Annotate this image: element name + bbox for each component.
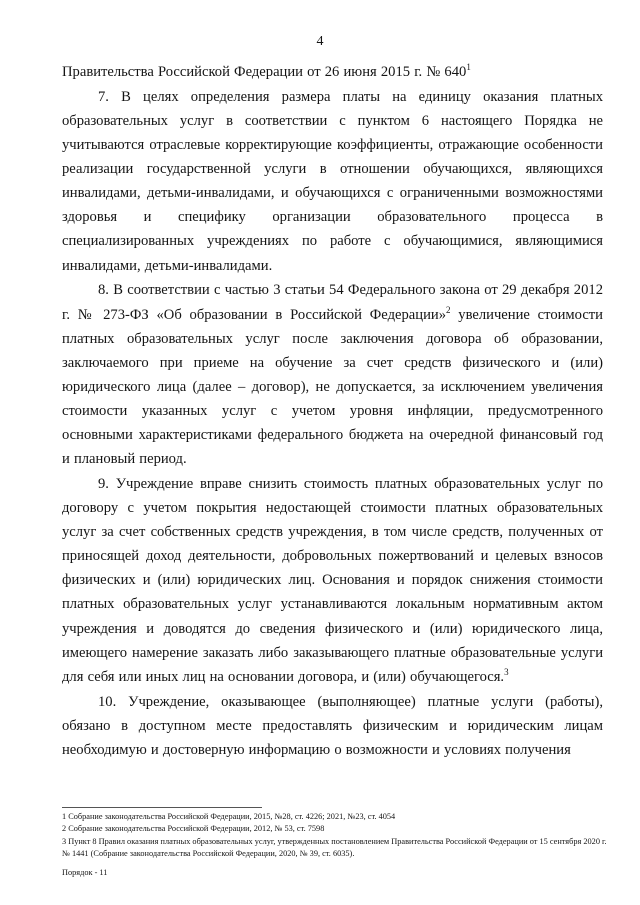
paragraph-9: [62, 472, 603, 689]
paragraph-8: [62, 278, 603, 471]
paragraph-10: 10. Учреждение, оказывающее (выполняющее) платные услуги (работы), обязано в доступном месте предоставлять физическим и юридическим лицам необходимую и достоверную информацию о возможности и условиях получения: [62, 693, 603, 758]
footnote-ref-1: 1: [466, 62, 471, 72]
footnote-ref-3: 3: [504, 666, 509, 677]
footnote-1: 1 Собрание законодательства Российской Федерации, 2015, №28, ст. 4226; 2021, №23, ст. 4054: [62, 812, 396, 821]
intro-line: [62, 60, 603, 84]
order-mark: Порядок - 11: [62, 868, 108, 877]
page-number: 4: [316, 34, 324, 49]
footnote-3: 3 Пункт 8 Правил оказания платных образовательных услуг, утвержденных постановлением Правительства Российской Федерации от 15 сентября 2020 г. № 1441 (Собрание законодательства Российской Федерации, 2020, № 39, ст. 6035).: [62, 836, 607, 859]
document-body: [62, 60, 603, 762]
footnote-divider: [62, 807, 262, 808]
footnotes: [62, 811, 607, 861]
intro-text: Правительства Российской Федерации от 26 июня 2015 г. № 640: [62, 64, 467, 80]
paragraph-7: 7. В целях определения размера платы на единицу оказания платных образовательных услуг в соответствии с пунктом 6 настоящего Порядка не учитываются отраслевые корректирующие коэффициенты, отражающие особенности реализации государственной услуги в отношении обучающихся, являющихся инвалидами, детьми-инвалидами, и обучающихся с ограниченными возможностями здоровья и специфику организации образовательного процесса в специализированных учреждениях по работе с обучающимися, являющимися инвалидами, детьми-инвалидами.: [62, 88, 603, 274]
footnote-2: 2 Собрание законодательства Российской Федерации, 2012, № 53, ст. 7598: [62, 824, 325, 834]
paragraph-9-text: 9. Учреждение вправе снизить стоимость платных образовательных услуг по договору с учетом покрытия недостающей стоимости платных образовательных услуг за счет собственных средств учреждения, в том числе средств, полученных от приносящей доход деятельности, добровольных пожертвований и целевых взносов физических и (или) юридических лиц. Основания и порядок снижения стоимости платных образовательных услуг устанавливаются локальным нормативным актом учреждения и доводятся до сведения физического и (или) юридического лица, имеющего намерение заказать либо заказывающего платные образовательные услуги для себя или иных лиц на основании договора, и (или) обучающегося.: [62, 475, 603, 685]
paragraph-8-part-a: 8. В соответствии с частью 3 статьи 54 Федерального закона от 29 декабря 2012 г. № 273-ФЗ «Об образовании в Российской Федерации»: [62, 282, 603, 323]
footnote-ref-2: 2: [446, 304, 451, 315]
paragraph-8-part-b: увеличение стоимости платных образовательных услуг после заключения договора об образовании, заключаемого при приеме на обучение за счет средств физического и (или) юридического лица (далее – договор), не допускается, за исключением увеличения стоимости указанных услуг с учетом уровня инфляции, предусмотренного основными характеристиками федерального бюджета на очередной финансовый год и плановый период.: [62, 306, 603, 468]
